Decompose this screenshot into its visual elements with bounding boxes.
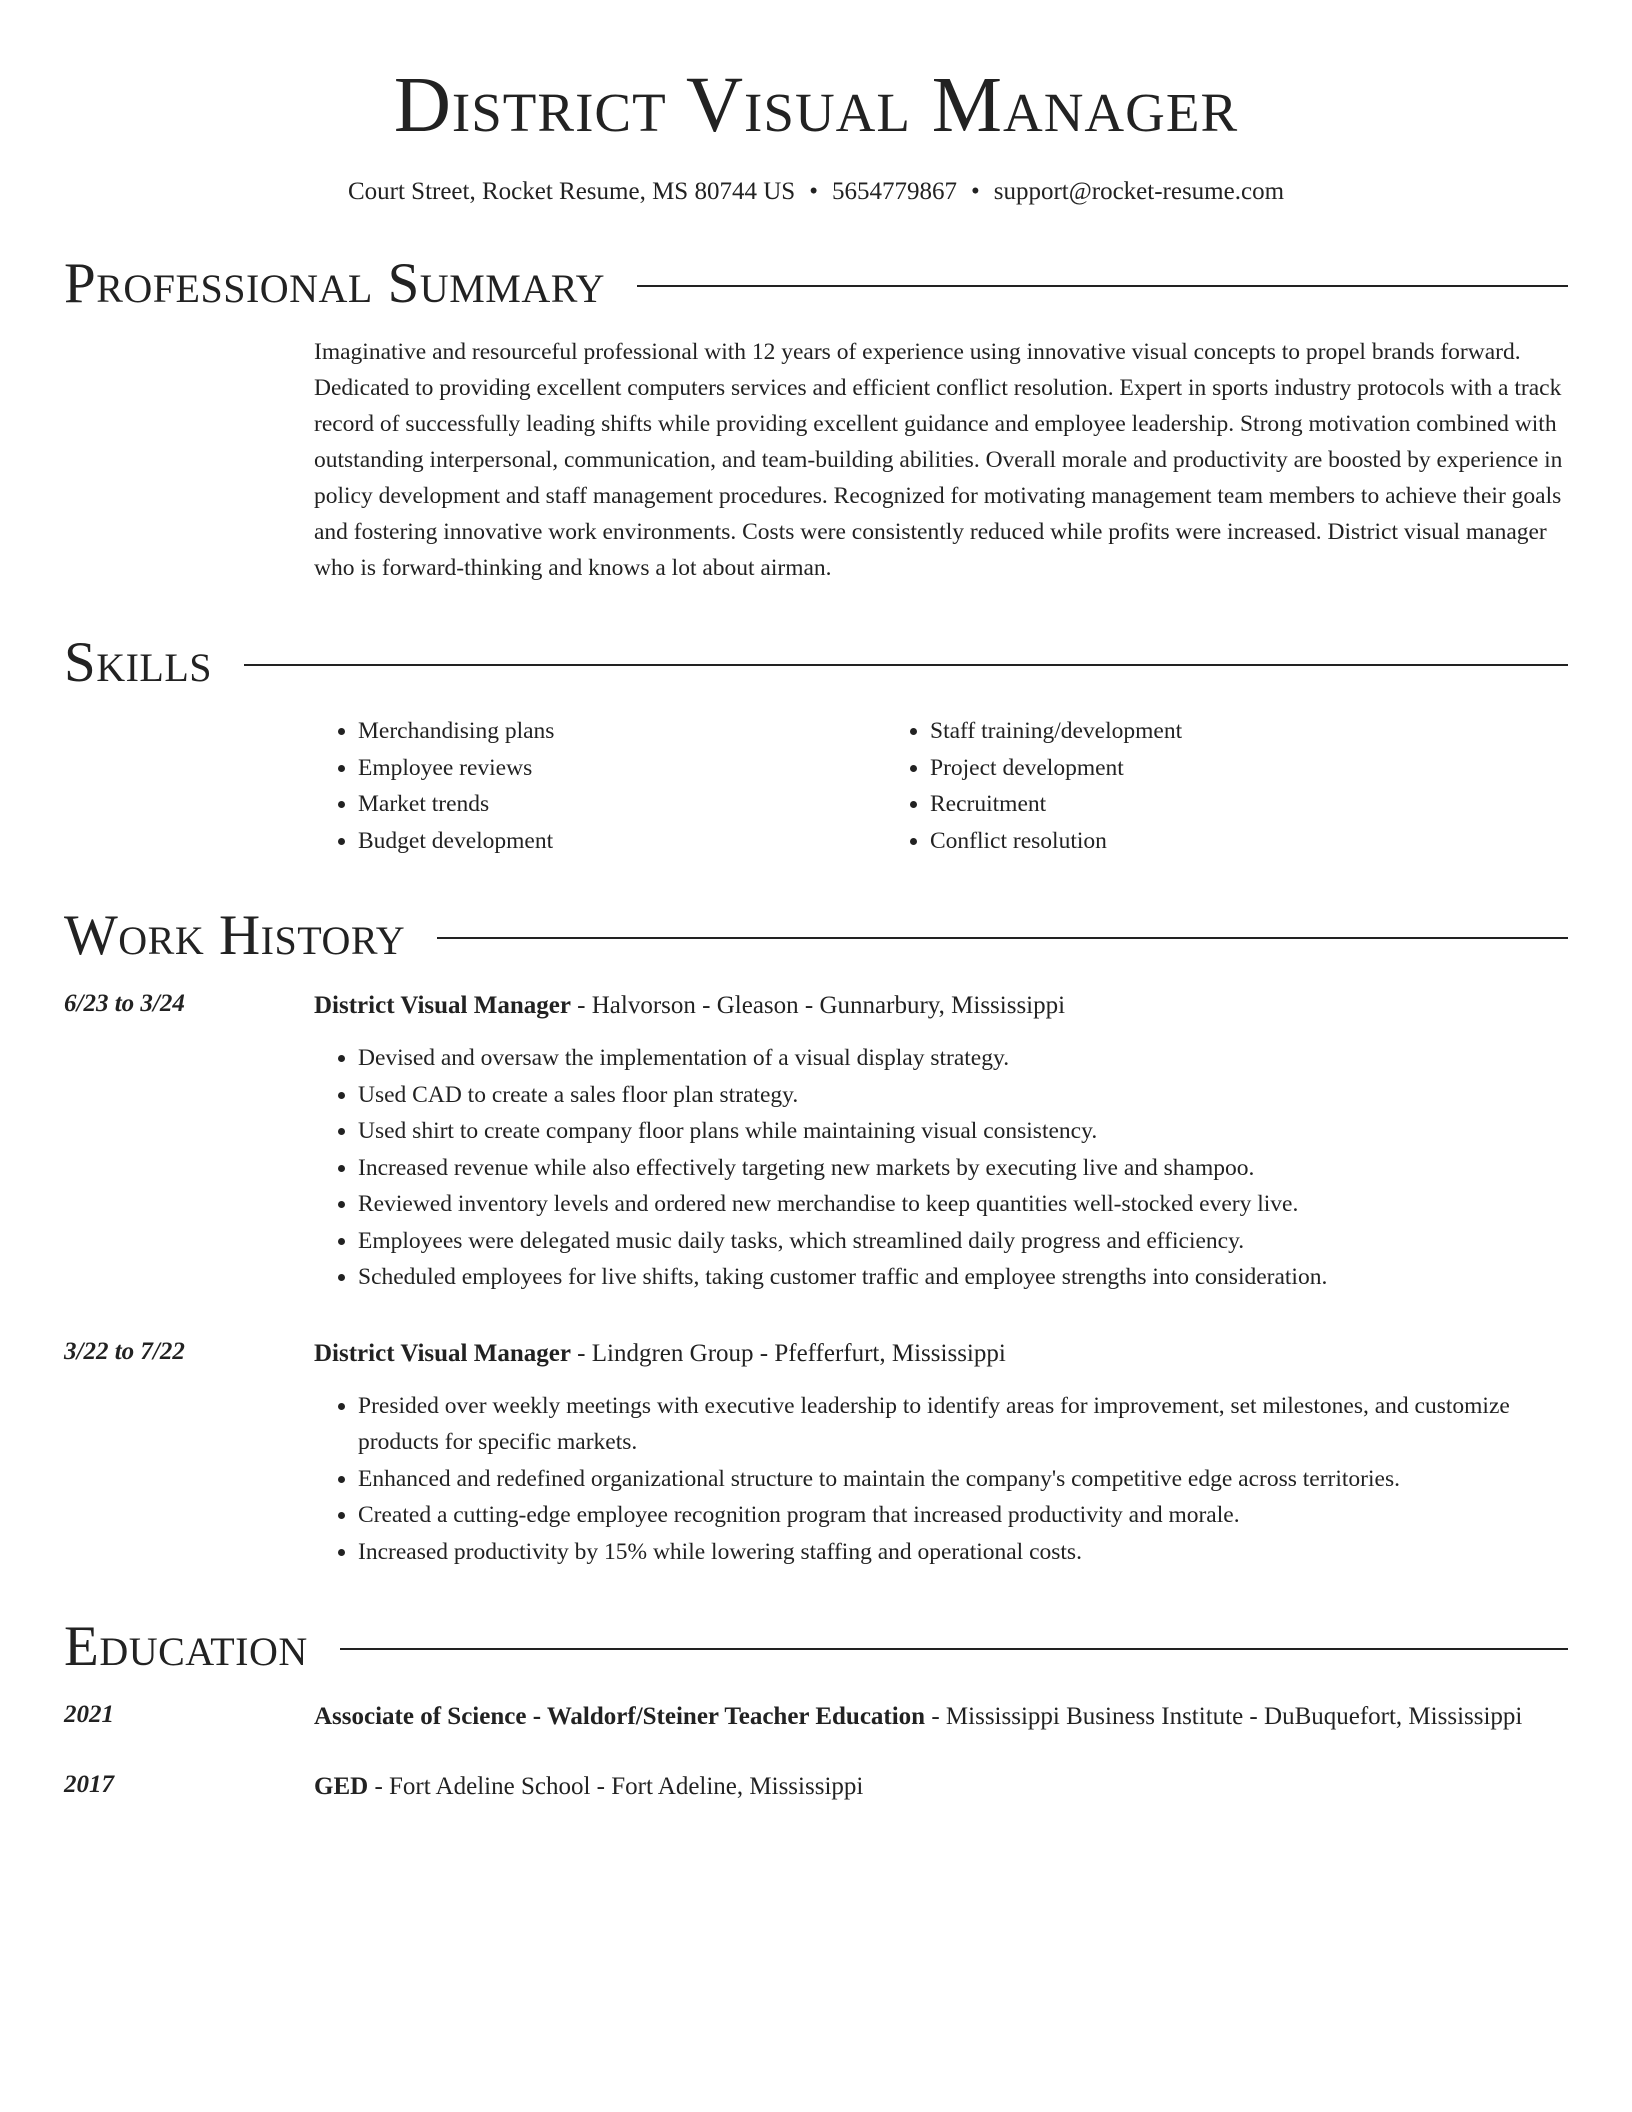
section-title-summary: Professional Summary xyxy=(64,252,606,315)
section-title-education: Education xyxy=(64,1615,308,1678)
job-bullet: • Employees were delegated music daily tasks, which streamlined daily progress and efficiency. xyxy=(358,1223,1568,1260)
skill-item: • Project development xyxy=(930,750,1458,787)
skills-column-left xyxy=(314,713,886,859)
education-degree: GED xyxy=(314,1773,369,1800)
education-entry xyxy=(64,1697,1568,1737)
summary-text: Imaginative and resourceful professional with 12 years of experience using innovative visual concepts to propel brands forward. Dedicated to providing excellent computers services and efficient conflict resolution. Expert in sports industry protocols with a track record of successfully leading shifts while providing excellent guidance and employee leadership. Strong motivation combined with outstanding interpersonal, communication, and team-building abilities. Overall morale and productivity are boosted by experience in policy development and staff management procedures. Recognized for motivating management team members to achieve their goals and fostering innovative work environments. Costs were consistently reduced while profits were increased. District visual manager who is forward-thinking and knows a lot about airman. xyxy=(314,339,1563,581)
skills-list xyxy=(314,713,1568,859)
job-dates: 6/23 to 3/24 xyxy=(64,990,185,1017)
job-bullet: • Used shirt to create company floor plans while maintaining visual consistency. xyxy=(358,1113,1568,1150)
section-title-skills: Skills xyxy=(64,631,213,694)
section-header-education xyxy=(64,1615,1568,1678)
skill-item: • Budget development xyxy=(358,823,886,860)
education-title-line xyxy=(314,1767,1568,1807)
skill-item: • Staff training/development xyxy=(930,713,1458,750)
section-divider xyxy=(437,937,1568,939)
education-details xyxy=(314,1767,1568,1807)
job-entry xyxy=(64,986,1568,1296)
section-title-work: Work History xyxy=(64,904,406,967)
education-year: 2021 xyxy=(64,1701,114,1728)
education-school: - Mississippi Business Institute - DuBuquefort, Mississippi xyxy=(925,1703,1523,1730)
job-bullet: • Enhanced and redefined organizational structure to maintain the company's competitive edge across territories. xyxy=(358,1461,1568,1498)
education-year: 2017 xyxy=(64,1771,114,1798)
skill-item: • Market trends xyxy=(358,786,886,823)
job-dates: 3/22 to 7/22 xyxy=(64,1337,185,1365)
skills-column-right xyxy=(886,713,1458,859)
job-title: District Visual Manager xyxy=(314,992,571,1019)
section-divider xyxy=(340,1648,1568,1650)
job-bullet: • Devised and oversaw the implementation of a visual display strategy. xyxy=(358,1040,1568,1077)
section-header-skills xyxy=(64,631,1568,694)
education-school: - Fort Adeline School - Fort Adeline, Mississippi xyxy=(368,1773,864,1800)
contact-separator: • xyxy=(970,178,980,205)
skill-item: • Recruitment xyxy=(930,786,1458,823)
job-bullet: • Created a cutting-edge employee recognition program that increased productivity and morale. xyxy=(358,1497,1568,1534)
job-bullet: • Increased revenue while also effectively targeting new markets by executing live and shampoo. xyxy=(358,1150,1568,1187)
contact-line xyxy=(64,177,1568,207)
contact-phone: 5654779867 xyxy=(831,178,957,205)
job-bullet: • Presided over weekly meetings with executive leadership to identify areas for improvement, set milestones, and customize products for specific markets. xyxy=(358,1388,1568,1461)
education-title-line xyxy=(314,1697,1568,1737)
job-title-line xyxy=(314,1334,1568,1374)
education-degree: Associate of Science - Waldorf/Steiner Teacher Education xyxy=(314,1703,926,1730)
section-divider xyxy=(244,664,1568,666)
job-employer: - Halvorson - Gleason - Gunnarbury, Mississippi xyxy=(570,992,1066,1019)
section-header-work xyxy=(64,904,1568,967)
job-bullets xyxy=(314,1388,1568,1571)
job-details xyxy=(314,986,1568,1296)
job-bullet: • Reviewed inventory levels and ordered new merchandise to keep quantities well-stocked every live. xyxy=(358,1186,1568,1223)
job-entry xyxy=(64,1334,1568,1571)
contact-email: support@rocket-resume.com xyxy=(993,178,1285,205)
job-employer: - Lindgren Group - Pfefferfurt, Mississippi xyxy=(570,1339,1006,1367)
job-bullet: • Used CAD to create a sales floor plan strategy. xyxy=(358,1077,1568,1114)
job-bullet: • Scheduled employees for live shifts, taking customer traffic and employee strengths into consideration. xyxy=(358,1259,1568,1296)
resume-name: District Visual Manager xyxy=(393,62,1239,149)
skill-item: • Merchandising plans xyxy=(358,713,886,750)
job-title: District Visual Manager xyxy=(314,1339,571,1367)
education-entry xyxy=(64,1767,1568,1807)
job-bullets xyxy=(314,1040,1568,1296)
education-details xyxy=(314,1697,1568,1737)
contact-address: Court Street, Rocket Resume, MS 80744 US xyxy=(347,178,796,205)
section-header-summary xyxy=(64,252,1568,315)
contact-separator: • xyxy=(809,178,818,205)
job-details xyxy=(314,1334,1568,1571)
skill-item: • Employee reviews xyxy=(358,750,886,787)
job-title-line xyxy=(314,986,1568,1026)
skill-item: • Conflict resolution xyxy=(930,823,1458,860)
job-bullet: • Increased productivity by 15% while lowering staffing and operational costs. xyxy=(358,1534,1568,1571)
section-divider xyxy=(637,285,1568,287)
